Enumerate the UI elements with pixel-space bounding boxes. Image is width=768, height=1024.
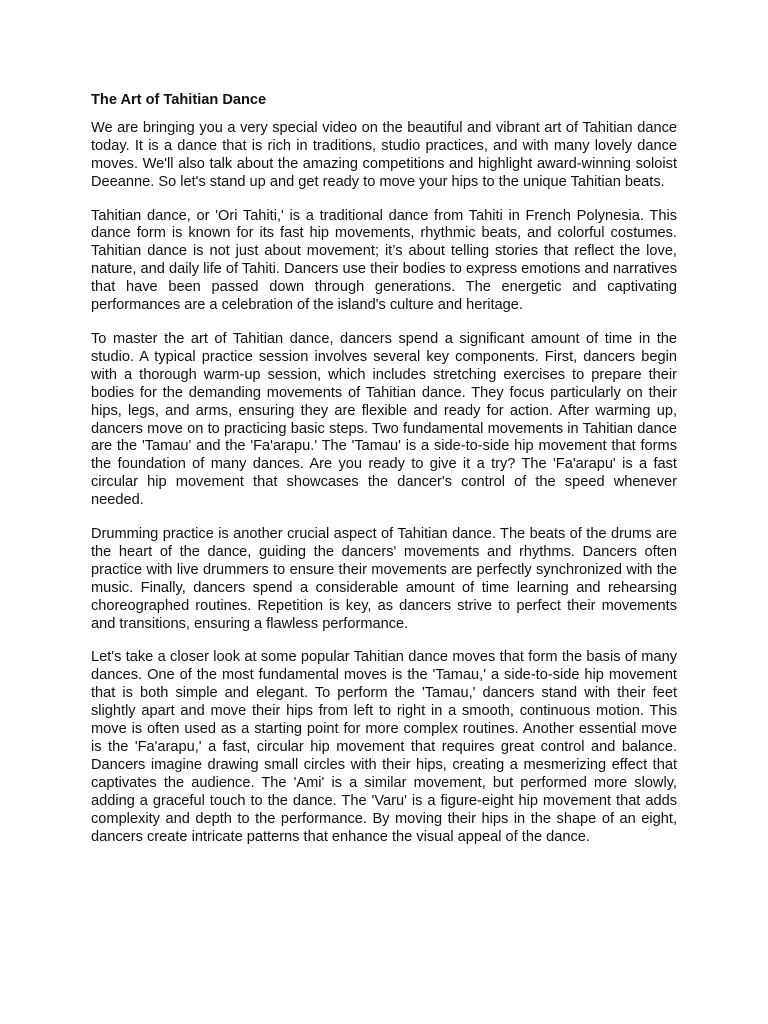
paragraph-drumming: Drumming practice is another crucial aspect of Tahitian dance. The beats of the drums are the heart of the dance, guiding the dancers' movements and rhythms. Dancers often practice with live drummers to ensure their movements are perfectly synchronized with the music. Finally, dancers spend a considerable amount of time learning and rehearsing choreographed routines. Repetition is key, as dancers strive to perfect their movements and transitions, ensuring a flawless performance. (91, 526, 677, 632)
paragraph-dance-moves: Let's take a closer look at some popular Tahitian dance moves that form the basis of many dances. One of the most fundamental moves is the 'Tamau,' a side-to-side hip movement that is both simple and elegant. To perform the 'Tamau,' dancers stand with their feet slightly apart and move their hips from left to right in a smooth, continuous motion. This move is often used as a starting point for more complex routines. Another essential move is the 'Fa'arapu,' a fast, circular hip movement that requires great control and balance. Dancers imagine drawing small circles with their hips, creating a mesmerizing effect that captivates the audience. The 'Ami' is a similar movement, but performed more slowly, adding a graceful touch to the dance. The 'Varu' is a figure-eight hip movement that adds complexity and depth to the performance. By moving their hips in the shape of an eight, dancers create intricate patterns that enhance the visual appeal of the dance. (91, 649, 677, 845)
document-title: The Art of Tahitian Dance (91, 92, 267, 108)
paragraph-ori-tahiti: Tahitian dance, or 'Ori Tahiti,' is a traditional dance from Tahiti in French Polynesia. This dance form is known for its fast hip movements, rhythmic beats, and colorful costumes. Tahitian dance is not just about movement; it’s about telling stories that reflect the love, nature, and daily life of Tahiti. Dancers use their bodies to express emotions and narratives that have been passed down through generations. The energetic and captivating performances are a celebration of the island's culture and heritage. (91, 207, 677, 314)
paragraph-studio-practice: To master the art of Tahitian dance, dancers spend a significant amount of time in the studio. A typical practice session involves several key components. First, dancers begin with a thorough warm-up session, which includes stretching exercises to prepare their bodies for the demanding movements of Tahitian dance. They focus particularly on their hips, legs, and arms, ensuring they are flexible and ready for action. After warming up, dancers move on to practicing basic steps. Two fundamental movements in Tahitian dance are the 'Tamau' and the 'Fa'arapu.' The 'Tamau' is a side-to-side hip movement that forms the foundation of many dances. Are you ready to give it a try? The 'Fa'arapu' is a fast circular hip movement that showcases the dancer's control of the speed whenever needed. (91, 330, 677, 509)
document-page (91, 92, 677, 862)
paragraph-intro: We are bringing you a very special video on the beautiful and vibrant art of Tahitian dance today. It is a dance that is rich in traditions, studio practices, and with many lovely dance moves. We'll also talk about the amazing competitions and highlight award-winning soloist Deeanne. So let's stand up and get ready to move your hips to the unique Tahitian beats. (91, 119, 677, 190)
